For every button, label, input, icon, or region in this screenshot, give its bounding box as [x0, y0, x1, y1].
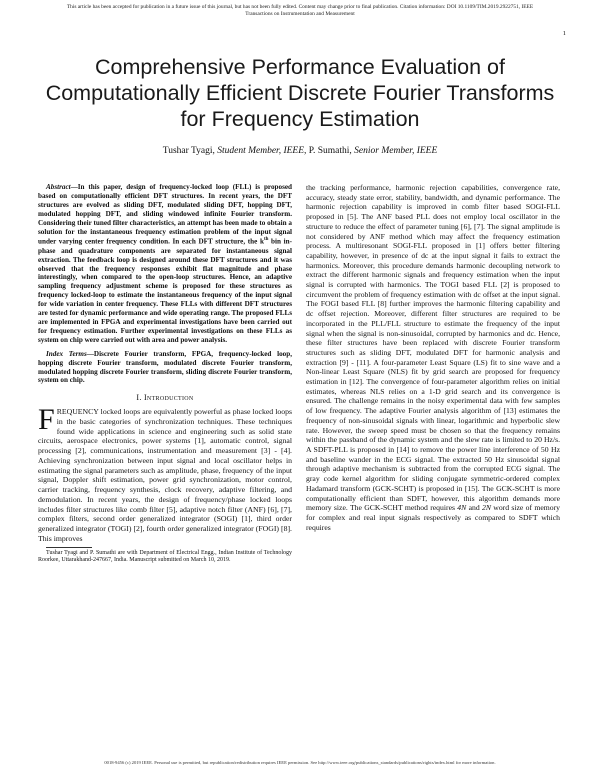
- author-line: [40, 146, 560, 156]
- section-heading: [38, 393, 292, 403]
- banner-line-2: Transactions on Instrumentation and Measurement: [245, 11, 355, 17]
- math-2N: 2N: [481, 503, 491, 513]
- journal-banner: [22, 4, 578, 18]
- abstract-text-cont: bin in-phase and quadrature components are separated for instantaneous signal extraction. The feedback loop is designed around these DFT structures and it was observed that the frequency responses exhibit flat magnitude and phase interestingly, when compared to the open-loop structures. Hence, an adaptive sampling frequency adjustment scheme is proposed for these structures as frequency locked-loop to estimate the instantaneous frequency of the input signal for wide variation in center frequency. These FLLs with different DFT structures are tested for dynamic performance and wide operating range. The proposed FLLs are implemented in FPGA and experimental investigations have been carried out for frequency estimation. Further experimental investigations on these FLLs as system on chip were carried out with area and power analysis.: [38, 237, 292, 344]
- author-2-name: P. Sumathi,: [308, 146, 352, 156]
- author-footnote: Tushar Tyagi and P. Sumathi are with Department of Electrical Engg., Indian Institute of Technology Roorkee, Uttarakhand-247667, India. Manuscript submitted on March 10, 2019.: [38, 549, 292, 564]
- section-heading-text: I. Introduction: [136, 393, 194, 403]
- abstract: [38, 183, 292, 345]
- banner-line-1: This article has been accepted for publication in a future issue of this journal, but has not been fully edited. Content may change prior to final publication. Citation information: DOI 10.1109/TIM.2019.2922751, IEEE: [66, 4, 534, 10]
- index-terms: [38, 350, 292, 386]
- author-2-role: Senior Member, IEEE: [354, 146, 438, 156]
- abstract-label: Abstract: [46, 183, 71, 191]
- index-terms-label: Index Terms: [46, 349, 87, 358]
- right-paragraph-text-a: the tracking performance, harmonic rejection capabilities, convergence rate, accuracy, steady state error, stability, bandwidth, and dynamic performance. The harmonic rejection capability is improved in comb filter based SOGI-FLL proposed in [5]. The ANF based PLL does not employ local oscillator in the structure to reduce the effect of parameter tuning [6], [7]. The signal amplitude is not considered by ANF method which may affect the frequency estimation process. A multiresonant SOGI-FLL proposed in [1] offers better filtering capability, however, in presence of dc at the input signal it fails to extract the harmonics. Moreover, this procedure demands harmonic decoupling network to extract the different harmonic signals and frequency estimation when the input signal is corrupted with harmonics. The TOGI based FLL [2] is proposed to circumvent the problem of frequency estimation with dc offset at the input signal. The FOGI based FLL [8] further improves the harmonic filtering capability and dc offset rejection. Moreover, different filter structures are required to be incorporated in the PLL/FLL structure to estimate the frequency of the input signal when the signal is non-sinusoidal, corrupted by harmonics and dc. Hence, these filter structures have been replaced with discrete Fourier transform structures such as sliding DFT, modulated DFT for harmonic analysis and extraction [9] - [11]. A four-parameter Least Square (LS) fit to sine wave and a Non-linear Least Square (NLS) fit by grid search are proposed for frequency estimation in [12]. The convergence of four-parameter algorithm relies on initial estimates, whereas NLS relies on a 1-D grid search and its convergence is ensured. The challenge remains in the noisy experimental data with few samples of low frequency. The adaptive Fourier analysis algorithm of [13] estimates the frequency of non-sinusoidal signals with linear, logarithmic and hyperbolic slew rate. However, the sweep speed must be chosen so that the frequency remains within the passband of the dynamic system and the slew rate is limited to 20 Hz/s. A SDFT-PLL is proposed in [14] to remove the power line interference of 50 Hz and baseline wander in the ECG signal. The extracted 50 Hz sinusoidal signal through adaptive mechanism is subtracted from the corrupted ECG signal. The gray code kernel algorithm for sliding conjugate symmetric-ordered complex Hadamard transform (GCK-SCHT) is proposed in [15]. The GCK-SCHT is more computationally efficient than SDFT, however, this algorithm demands more memory size. The GCK-SCHT method requires: [306, 183, 560, 513]
- intro-text: REQUENCY locked loops are equivalently powerful as phase locked loops in the basic categories of synchronization techniques. These techniques found wide applications in science and engineering such as solid state circuits, aerospace electronics, power systems [1], automatic control, signal processing [2], communications, instrumentation and measurement [3] - [4]. Achieving synchronization between input signal and local oscillator helps in estimating the signal parameters such as amplitude, phase, frequency of the input signal, Doppler shift estimation, power grid synchronization, motor control, carrier tracking, frequency synthesis, clock recovery, adaptive filtering, and demodulation. In recent years, the design of frequency/phase locked loops includes filter structures like comb filter [5], adaptive notch filter (ANF) [6], [7], complex filters, second order generalized integrator (SOGI) [1], third order generalized integrator (TOGI) [2], fourth order generalized integrator (FOGI) [8]. This improves: [38, 407, 292, 543]
- right-column: [306, 183, 560, 532]
- paper-title: Comprehensive Performance Evaluation of Computationally Efficient Discrete Fourier Transforms for Frequency Estimation: [45, 55, 555, 131]
- math-4N: 4N: [457, 503, 467, 513]
- left-column: [38, 183, 292, 565]
- right-paragraph-and: and: [466, 503, 482, 513]
- author-1-name: Tushar Tyagi,: [162, 146, 215, 156]
- copyright-footer: 0018-9456 (c) 2019 IEEE. Personal use is permitted, but republication/redistribution requires IEEE permission. See http://www.ieee.org/publications_standards/publications/rights/index.html for more information.: [104, 760, 496, 765]
- footnote-rule: [46, 547, 92, 548]
- right-column-paragraph: [306, 183, 560, 532]
- drop-cap: F: [38, 403, 55, 437]
- intro-paragraph: [38, 403, 292, 544]
- page-number: 1: [562, 30, 566, 37]
- index-terms-text: —Discrete Fourier transform, FPGA, frequency-locked loop, hopping discrete Fourier transform, modulated discrete Fourier transform, modulated hopping discrete Fourier transform, sliding discrete Fourier transform, system on chip.: [38, 349, 292, 385]
- author-1-role: Student Member, IEEE,: [217, 146, 307, 156]
- abstract-superscript: th: [263, 237, 269, 243]
- right-paragraph-text-b: word size of memory for complex and real input signals respectively as compared to SDFT which requires: [306, 503, 560, 532]
- abstract-text: —In this paper, design of frequency-locked loop (FLL) is proposed based on computationally efficient DFT structures. In recent years, the DFT structures are evolved as sliding DFT, modulated sliding DFT, hopping DFT, modulated hopping DFT, and sliding windowed infinite Fourier transform. Considering their tuned filter characteristics, an attempt has been made to obtain a solution for the instantaneous frequency estimation problem of the input signal under varying center frequency condition. In each DFT structure, the k: [38, 183, 292, 246]
